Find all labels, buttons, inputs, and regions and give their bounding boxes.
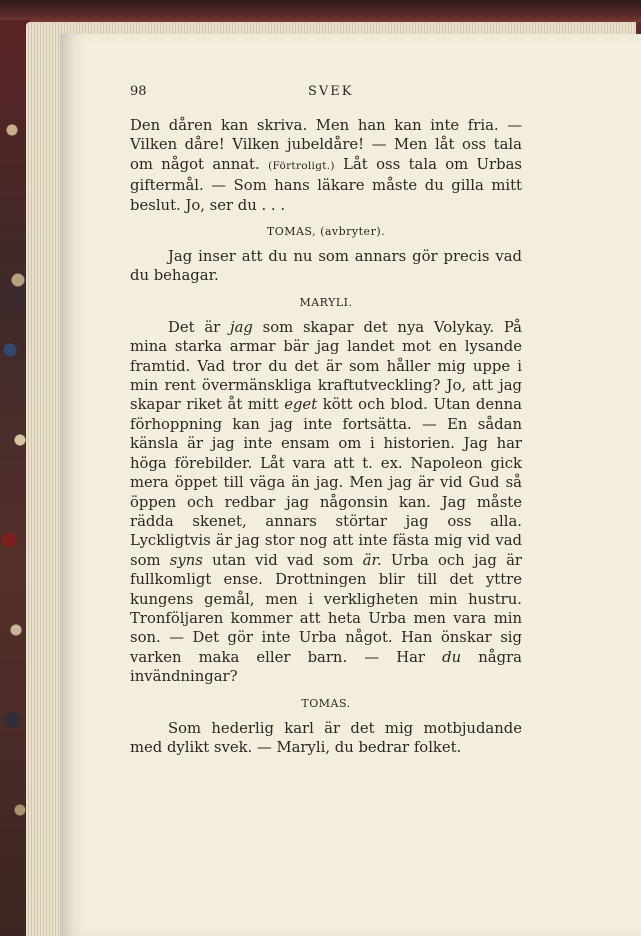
paragraph-1: Den dåren kan skriva. Men han kan inte fria. — Vilken dåre! Vilken jubeldåre! — Men låt oss tala om något annat. (Förtroligt.) Låt oss tala om Urbas giftermål. — Som hans läkare måste du gilla mitt beslut. Jo, ser du . . . <box>130 117 522 214</box>
paragraph-maryli: Det är jag som skapar det nya Volykay. På mina starka armar bär jag landet mot en lysande framtid. Vad tror du det är som håller mig uppe i min rent övermänskliga kraftutveckling? Jo, att jag skapar riket åt mitt eget kött och blod. Utan denna förhoppning kan jag inte fortsätta. — En sådan känsla är jag inte ensam om i historien. Jag har höga förebilder. Låt vara att t. ex. Napoleon gick mera öppet till väga än jag. Men jag är vid Gud så öppen och redbar jag någonsin kan. Jag måste rädda skenet, annars störtar jag oss alla. Lyckligtvis är jag stor nog att inte fästa mig vid vad som syns utan vid vad som är. Urba och jag är fullkomligt ense. Drottningen blir till det yttre kungens gemål, men i verkligheten min hustru. Tronföljaren kommer att heta Urba men vara min son. — Det gör inte Urba något. Han önskar sig varken maka eller barn. — Har du några invändningar? <box>130 318 522 686</box>
paragraph-tomas-1: Jag inser att du nu som annars gör precis vad du behagar. <box>130 248 522 285</box>
speaker-tomas-interrupts: TOMAS, (avbryter). <box>266 225 386 239</box>
stage-direction: (Förtroligt.) <box>268 159 335 172</box>
running-title: SVEK <box>308 84 354 99</box>
speaker-tomas: TOMAS. <box>301 696 351 710</box>
book-cover-top-edge <box>0 0 641 22</box>
page-number: 98 <box>130 84 147 99</box>
speaker-maryli: MARYLI. <box>299 295 353 309</box>
paragraph-tomas-2: Som hederlig karl är det mig motbjudande med dylikt svek. — Maryli, du bedrar folket. <box>130 719 522 756</box>
page-header <box>130 84 520 104</box>
page-body <box>130 116 522 757</box>
